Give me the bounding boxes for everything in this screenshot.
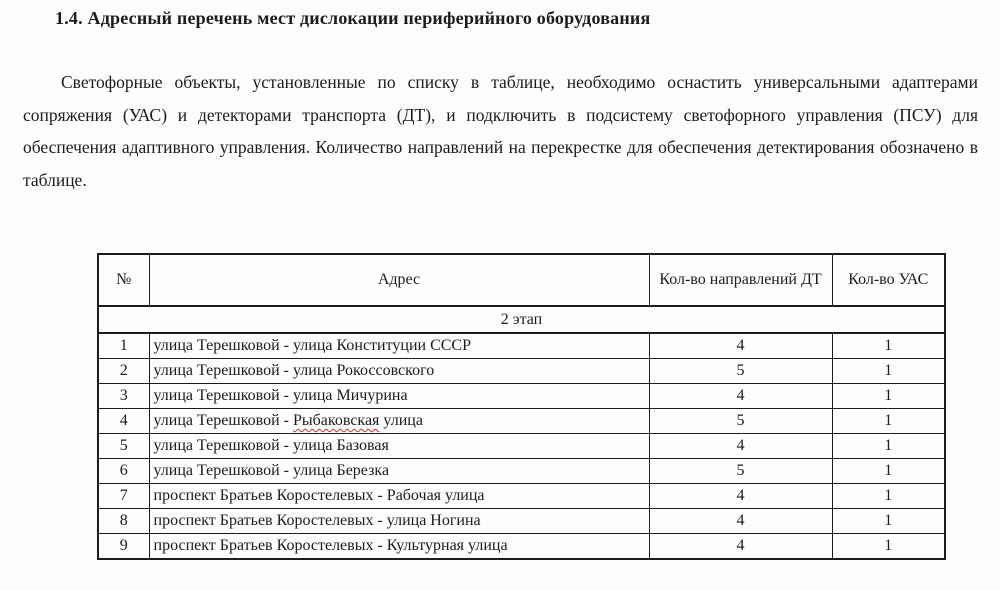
row-number: 6 xyxy=(98,459,149,484)
table-row xyxy=(98,434,945,459)
row-number: 5 xyxy=(98,434,149,459)
row-dt-count: 5 xyxy=(649,359,832,384)
table-header-row xyxy=(98,254,945,306)
row-number: 8 xyxy=(98,509,149,534)
row-number: 9 xyxy=(98,534,149,560)
row-dt-count: 4 xyxy=(649,509,832,534)
table-row xyxy=(98,534,945,560)
row-uas-count: 1 xyxy=(832,534,945,560)
column-header-address: Адрес xyxy=(149,254,649,306)
row-number: 4 xyxy=(98,409,149,434)
table-row xyxy=(98,484,945,509)
table-row xyxy=(98,459,945,484)
row-dt-count: 4 xyxy=(649,484,832,509)
row-address: улица Терешковой - улица Рокоссовского xyxy=(149,359,649,384)
misspelled-word: Рыбаковская xyxy=(293,412,380,429)
row-uas-count: 1 xyxy=(832,359,945,384)
row-address: проспект Братьев Коростелевых - Культурная улица xyxy=(149,534,649,560)
column-header-uas-count: Кол-во УАС xyxy=(832,254,945,306)
row-address xyxy=(149,409,649,434)
section-heading: 1.4. Адресный перечень мест дислокации периферийного оборудования xyxy=(55,8,651,28)
row-address: улица Терешковой - улица Березка xyxy=(149,459,649,484)
row-number: 3 xyxy=(98,384,149,409)
table-row xyxy=(98,384,945,409)
row-address: улица Терешковой - улица Мичурина xyxy=(149,384,649,409)
row-number: 2 xyxy=(98,359,149,384)
row-dt-count: 4 xyxy=(649,333,832,359)
intro-paragraph: Светофорные объекты, установленные по списку в таблице, необходимо оснастить универсальными адаптерами сопряжения (УАС) и детекторами транспорта (ДТ), и подключить в подсистему светофорного управления (ПСУ) для обеспечения адаптивного управления. Количество направлений на перекрестке для обеспечения детектирования обозначено в таблице. xyxy=(23,72,978,190)
table-section-row xyxy=(98,306,945,333)
row-number: 7 xyxy=(98,484,149,509)
row-address: улица Терешковой - улица Базовая xyxy=(149,434,649,459)
stage-label: 2 этап xyxy=(98,306,945,333)
table-row xyxy=(98,409,945,434)
row-address: проспект Братьев Коростелевых - улица Ногина xyxy=(149,509,649,534)
table-header xyxy=(98,254,945,306)
row-number: 1 xyxy=(98,333,149,359)
address-text: улица xyxy=(379,412,423,429)
row-uas-count: 1 xyxy=(832,409,945,434)
row-uas-count: 1 xyxy=(832,434,945,459)
row-dt-count: 4 xyxy=(649,434,832,459)
column-header-number: № xyxy=(98,254,149,306)
row-uas-count: 1 xyxy=(832,384,945,409)
table-row xyxy=(98,509,945,534)
row-address: проспект Братьев Коростелевых - Рабочая улица xyxy=(149,484,649,509)
address-text: улица Терешковой - xyxy=(153,412,293,429)
column-header-dt-count: Кол-во направлений ДТ xyxy=(649,254,832,306)
row-address: улица Терешковой - улица Конституции СССР xyxy=(149,333,649,359)
row-dt-count: 5 xyxy=(649,409,832,434)
row-uas-count: 1 xyxy=(832,509,945,534)
row-dt-count: 4 xyxy=(649,384,832,409)
row-dt-count: 4 xyxy=(649,534,832,560)
row-dt-count: 5 xyxy=(649,459,832,484)
equipment-locations-table xyxy=(97,253,946,560)
table-row xyxy=(98,359,945,384)
row-uas-count: 1 xyxy=(832,333,945,359)
row-uas-count: 1 xyxy=(832,484,945,509)
row-uas-count: 1 xyxy=(832,459,945,484)
table-row xyxy=(98,333,945,359)
